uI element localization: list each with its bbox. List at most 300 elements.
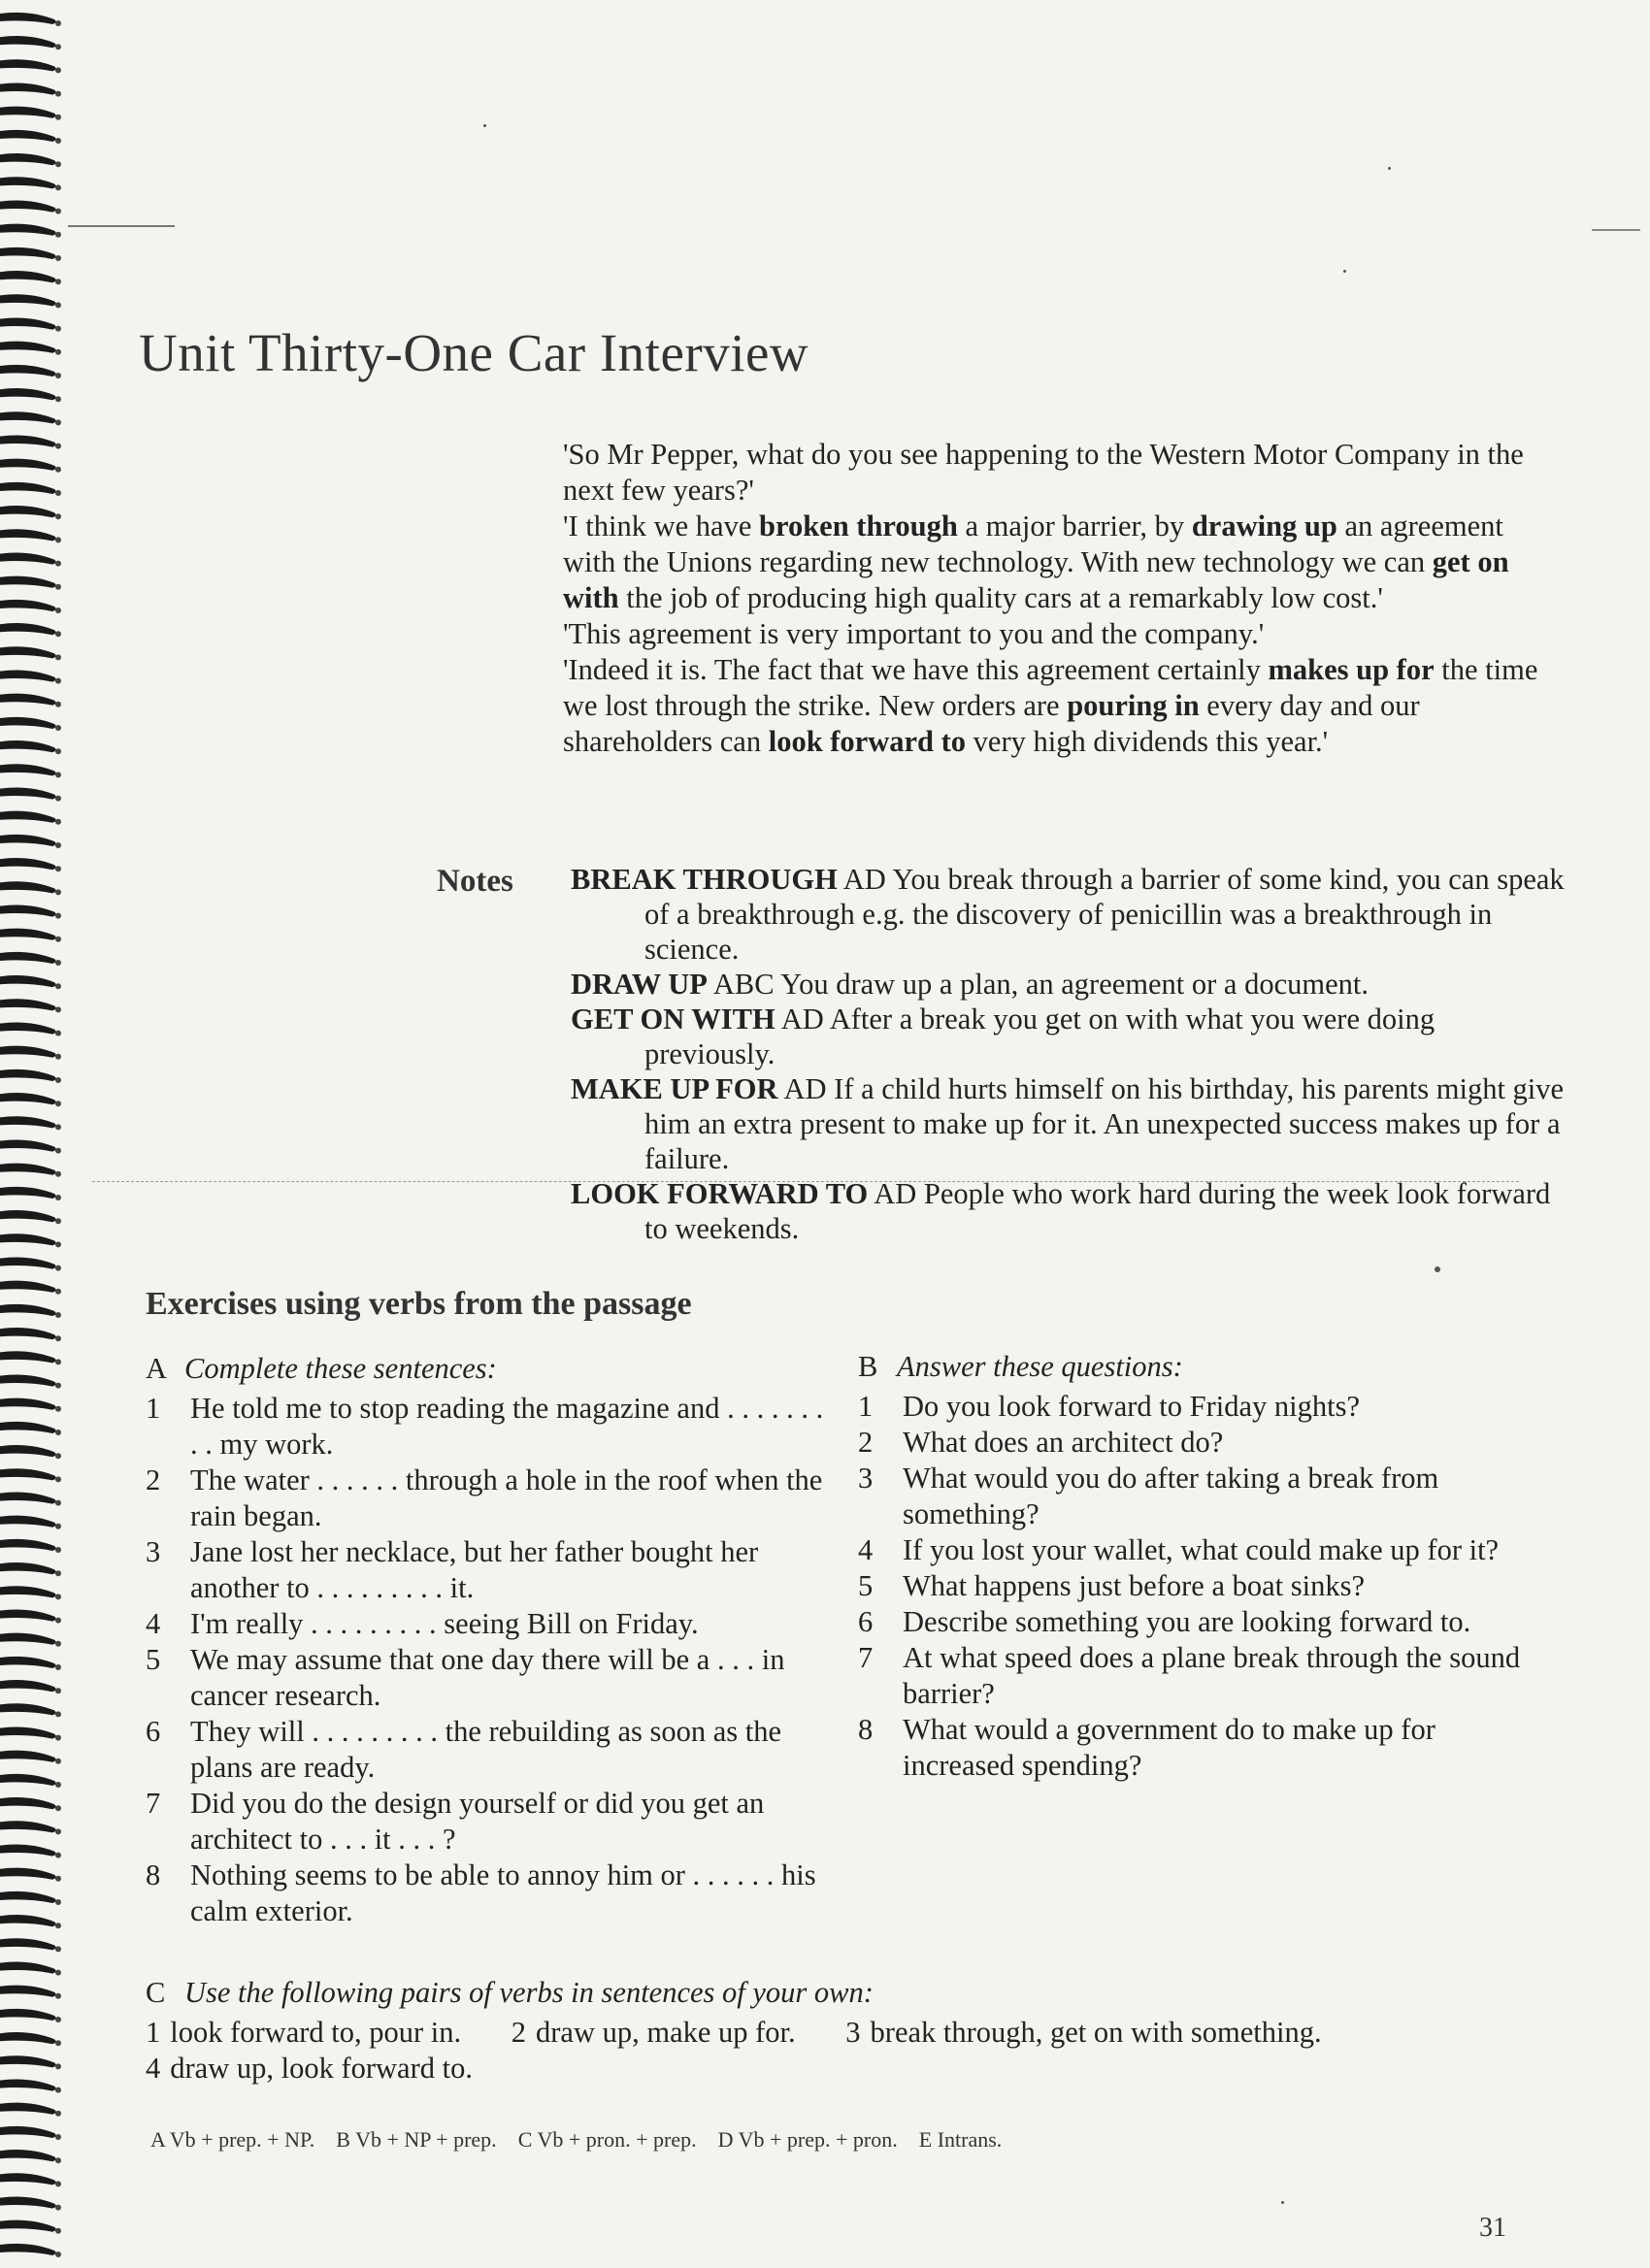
spiral-hole: [55, 2017, 61, 2022]
spiral-hole: [55, 490, 61, 496]
spiral-coil: [0, 1233, 56, 1245]
section-b-letter: B: [858, 1350, 878, 1383]
verb-pair: [146, 2016, 504, 2049]
spiral-coil: [0, 1492, 56, 1503]
section-a-item: [146, 1642, 825, 1714]
spiral-hole: [55, 2157, 61, 2163]
section-c-instruction: Use the following pairs of verbs in sentences of your own:: [184, 1976, 874, 2009]
spiral-coil: [0, 1586, 56, 1597]
note-code: AD: [842, 863, 886, 896]
spiral-hole: [55, 1241, 61, 1247]
pair-text: draw up, look forward to.: [170, 2052, 473, 2085]
section-c-pairs: [146, 2015, 1407, 2087]
legend-text: Vb + prep. + pron.: [738, 2127, 898, 2152]
spiral-hole: [55, 67, 61, 73]
passage-paragraph: [563, 652, 1553, 760]
passage-text: 'This agreement is very important to you and the company.': [563, 617, 1265, 650]
item-number: 3: [146, 1535, 161, 1568]
spiral-coil: [0, 835, 56, 846]
spiral-coil: [0, 317, 56, 329]
note-item: [571, 1176, 1570, 1246]
spiral-coil: [0, 1680, 56, 1692]
note-code: ABC: [712, 968, 775, 1001]
item-text: Nothing seems to be able to annoy him or . . . . . . his calm exterior.: [190, 1858, 816, 1927]
spiral-hole: [55, 1782, 61, 1788]
spiral-hole: [55, 937, 61, 942]
verb-pair: [146, 2052, 515, 2085]
spiral-coil: [0, 1281, 56, 1293]
spiral-coil: [0, 904, 56, 916]
spiral-hole: [55, 1335, 61, 1341]
passage-paragraph: [563, 616, 1553, 652]
spiral-hole: [55, 1101, 61, 1106]
section-a-item: [146, 1786, 825, 1857]
item-text: They will . . . . . . . . . the rebuilding as soon as the plans are ready.: [190, 1715, 782, 1784]
item-number: 4: [146, 1607, 161, 1640]
spiral-hole: [55, 1124, 61, 1130]
spiral-coil: [0, 1069, 56, 1081]
spiral-hole: [55, 1805, 61, 1811]
legend-text: Vb + prep. + NP.: [169, 2127, 315, 2152]
notes-label: Notes: [437, 864, 513, 899]
spiral-hole: [55, 1148, 61, 1154]
spiral-coil: [0, 881, 56, 893]
note-item: [571, 967, 1570, 1002]
spiral-coil: [0, 811, 56, 823]
grammar-legend: [150, 2127, 1023, 2153]
spiral-coil: [0, 1187, 56, 1199]
spiral-hole: [55, 2063, 61, 2069]
section-b-item: [858, 1532, 1537, 1568]
section-a-letter: A: [146, 1352, 168, 1385]
spiral-hole: [55, 1524, 61, 1529]
spiral-hole: [55, 1853, 61, 1858]
section-b: [858, 1349, 1537, 1784]
spiral-coil: [0, 1328, 56, 1339]
spiral-hole: [55, 1688, 61, 1693]
spiral-hole: [55, 1993, 61, 1999]
spiral-hole: [55, 1359, 61, 1364]
spiral-coil: [0, 1751, 56, 1762]
spiral-coil: [0, 1986, 56, 1997]
item-number: 7: [146, 1787, 161, 1820]
legend-key: D: [717, 2127, 734, 2152]
section-b-heading: [858, 1349, 1537, 1385]
note-text: You break through a barrier of some kind, you can speak of a breakthrough e.g. the discovery of penicillin was a breakthrough in science.: [644, 863, 1565, 966]
item-text: What does an architect do?: [903, 1426, 1224, 1459]
note-text: People who work hard during the week look forward to weekends.: [644, 1177, 1551, 1245]
page-number: 31: [1479, 2213, 1506, 2243]
spiral-coil: [0, 388, 56, 400]
spiral-hole: [55, 1006, 61, 1012]
spiral-coil: [0, 670, 56, 681]
note-term: GET ON WITH: [571, 1003, 776, 1035]
spiral-hole: [55, 302, 61, 308]
legend-key: E: [918, 2127, 933, 2152]
legend-key: C: [517, 2127, 533, 2152]
spiral-coil: [0, 1657, 56, 1668]
passage-text: a major barrier, by: [957, 509, 1192, 542]
spiral-hole: [55, 584, 61, 590]
spiral-hole: [55, 2181, 61, 2186]
pair-number: 1: [146, 2016, 161, 2049]
spiral-coil: [0, 1257, 56, 1268]
spiral-hole: [55, 1265, 61, 1271]
passage-text: every day and our shareholders can: [563, 689, 1420, 758]
spiral-hole: [55, 960, 61, 966]
passage-text: the time we lost through the strike. New orders are: [563, 653, 1538, 722]
item-text: Did you do the design yourself or did you get an architect to . . . it . . . ?: [190, 1787, 765, 1856]
spiral-coil: [0, 717, 56, 729]
spiral-coil: [0, 271, 56, 282]
phrasal-verb: pouring in: [1067, 689, 1200, 722]
item-number: 1: [858, 1390, 874, 1423]
pair-number: 3: [845, 2016, 861, 2049]
spiral-coil: [0, 858, 56, 870]
spiral-hole: [55, 2111, 61, 2117]
phrasal-verb: broken through: [759, 509, 958, 542]
spiral-coil: [0, 224, 56, 236]
item-text: Jane lost her necklace, but her father bought her another to . . . . . . . . . it.: [190, 1535, 759, 1604]
spiral-hole: [55, 419, 61, 425]
spiral-coil: [0, 200, 56, 212]
passage-text: 'I think we have: [563, 509, 759, 542]
spiral-hole: [55, 349, 61, 355]
spiral-hole: [55, 396, 61, 402]
item-number: 3: [858, 1462, 874, 1495]
item-text: Do you look forward to Friday nights?: [903, 1390, 1360, 1423]
spiral-hole: [55, 1031, 61, 1036]
spiral-hole: [55, 1077, 61, 1083]
spiral-hole: [55, 1054, 61, 1060]
spiral-coil: [0, 1609, 56, 1621]
spiral-hole: [55, 678, 61, 684]
spiral-coil: [0, 576, 56, 588]
spiral-coil: [0, 2150, 56, 2161]
spiral-coil: [0, 1891, 56, 1903]
item-text: What would a government do to make up for increased spending?: [903, 1713, 1436, 1782]
spiral-coil: [0, 1304, 56, 1316]
legend-entry: [718, 2127, 898, 2152]
spiral-coil: [0, 1844, 56, 1856]
pair-number: 2: [511, 2016, 526, 2049]
spiral-coil: [0, 2079, 56, 2090]
spiral-hole: [55, 20, 61, 26]
spiral-coil: [0, 130, 56, 142]
spiral-coil: [0, 1726, 56, 1738]
paper-speck: [1281, 2201, 1284, 2204]
spiral-coil: [0, 2126, 56, 2138]
pair-text: break through, get on with something.: [870, 2016, 1322, 2049]
spiral-coil: [0, 646, 56, 658]
spiral-hole: [55, 1876, 61, 1882]
spiral-hole: [55, 1923, 61, 1928]
spiral-coil: [0, 694, 56, 706]
item-text: He told me to stop reading the magazine and . . . . . . . . . my work.: [190, 1392, 824, 1461]
spiral-coil: [0, 294, 56, 306]
spiral-coil: [0, 787, 56, 799]
spiral-coil: [0, 82, 56, 94]
section-a-heading: [146, 1351, 825, 1387]
section-a-items: [146, 1391, 825, 1929]
spiral-coil: [0, 929, 56, 940]
section-a-item: [146, 1857, 825, 1929]
spiral-hole: [55, 255, 61, 261]
legend-entry: [336, 2127, 496, 2152]
spiral-hole: [55, 444, 61, 449]
passage-text: 'So Mr Pepper, what do you see happening to the Western Motor Company in the next few years?': [563, 438, 1524, 507]
spiral-hole: [55, 1430, 61, 1435]
note-text: You draw up a plan, an agreement or a document.: [780, 968, 1369, 1001]
section-a-item: [146, 1534, 825, 1606]
spiral-coil: [0, 1633, 56, 1645]
spiral-coil: [0, 1539, 56, 1551]
passage-paragraph: [563, 509, 1553, 616]
legend-text: Intrans.: [937, 2127, 1003, 2152]
spiral-coil: [0, 2244, 56, 2255]
legend-entry: [919, 2127, 1003, 2152]
exercises-title: Exercises using verbs from the passage: [146, 1286, 692, 1322]
verb-pair: [845, 2016, 1364, 2049]
spiral-coil: [0, 2103, 56, 2115]
section-b-item: [858, 1568, 1537, 1604]
spiral-coil: [0, 342, 56, 353]
spiral-coil: [0, 1139, 56, 1151]
spiral-hole: [55, 161, 61, 167]
header-rule-right: [1592, 229, 1640, 231]
section-b-item: [858, 1389, 1537, 1425]
spiral-hole: [55, 513, 61, 519]
spiral-coil: [0, 459, 56, 471]
spiral-hole: [55, 748, 61, 754]
spiral-hole: [55, 1946, 61, 1952]
spiral-coil: [0, 1022, 56, 1034]
legend-text: Vb + pron. + prep.: [537, 2127, 697, 2152]
passage-text: 'Indeed it is. The fact that we have this agreement certainly: [563, 653, 1269, 686]
section-b-items: [858, 1389, 1537, 1784]
spiral-hole: [55, 1171, 61, 1177]
unit-title: Unit Thirty-One Car Interview: [139, 323, 809, 382]
spiral-hole: [55, 138, 61, 144]
item-text: At what speed does a plane break through the sound barrier?: [903, 1641, 1521, 1710]
pair-text: look forward to, pour in.: [170, 2016, 462, 2049]
spiral-coil: [0, 1374, 56, 1386]
spiral-hole: [55, 842, 61, 848]
legend-entry: [150, 2127, 314, 2152]
spiral-hole: [55, 1289, 61, 1295]
spiral-coil: [0, 552, 56, 564]
note-text: If a child hurts himself on his birthday, his parents might give him an extra present to make up for it. An unexpected success makes up for a failure.: [644, 1072, 1565, 1175]
spiral-coil: [0, 1821, 56, 1832]
section-b-item: [858, 1712, 1537, 1784]
spiral-hole: [55, 1312, 61, 1318]
spiral-hole: [55, 1735, 61, 1741]
spiral-coil: [0, 1093, 56, 1104]
spiral-coil: [0, 411, 56, 423]
spiral-hole: [55, 702, 61, 707]
spiral-hole: [55, 1218, 61, 1224]
spiral-hole: [55, 631, 61, 637]
spiral-coil: [0, 13, 56, 24]
spiral-hole: [55, 1618, 61, 1624]
spiral-hole: [55, 725, 61, 731]
pair-number: 4: [146, 2052, 161, 2085]
phrasal-verb: drawing up: [1191, 509, 1337, 542]
section-b-instruction: Answer these questions:: [897, 1350, 1183, 1383]
passage-text: the job of producing high quality cars at a remarkably low cost.': [618, 581, 1383, 614]
note-item: [571, 1071, 1570, 1176]
spiral-hole: [55, 1195, 61, 1200]
note-item: [571, 862, 1570, 967]
spiral-hole: [55, 467, 61, 473]
spiral-coil: [0, 1703, 56, 1715]
spiral-coil: [0, 1562, 56, 1574]
spiral-coil: [0, 1516, 56, 1528]
item-number: 5: [146, 1643, 161, 1676]
spiral-coil: [0, 529, 56, 541]
spiral-hole: [55, 654, 61, 660]
spiral-hole: [55, 1476, 61, 1482]
spiral-hole: [55, 983, 61, 989]
section-b-item: [858, 1604, 1537, 1640]
item-number: 6: [858, 1605, 874, 1638]
spiral-coil: [0, 247, 56, 259]
spiral-coil: [0, 740, 56, 752]
spiral-coil: [0, 952, 56, 964]
note-code: AD: [783, 1072, 827, 1105]
spiral-hole: [55, 889, 61, 895]
spiral-hole: [55, 2252, 61, 2257]
item-text: The water . . . . . . through a hole in the roof when the rain began.: [190, 1463, 823, 1532]
section-b-item: [858, 1425, 1537, 1461]
item-number: 7: [858, 1641, 874, 1674]
spiral-hole: [55, 796, 61, 802]
spiral-coil: [0, 1046, 56, 1058]
item-number: 2: [858, 1426, 874, 1459]
paper-speck: [1343, 270, 1346, 273]
spiral-coil: [0, 2220, 56, 2232]
passage-paragraph: [563, 437, 1553, 509]
spiral-hole: [55, 209, 61, 214]
spiral-coil: [0, 59, 56, 71]
spiral-coil: [0, 177, 56, 188]
item-text: I'm really . . . . . . . . . seeing Bill on Friday.: [190, 1607, 699, 1640]
spiral-hole: [55, 2087, 61, 2093]
section-a-item: [146, 1391, 825, 1463]
section-a-instruction: Complete these sentences:: [184, 1352, 497, 1385]
spiral-hole: [55, 2134, 61, 2140]
note-item: [571, 1002, 1570, 1071]
spiral-hole: [55, 561, 61, 567]
passage-text: an agreement with the Unions regarding new technology. With new technology we can: [563, 509, 1503, 578]
pair-text: draw up, make up for.: [536, 2016, 796, 2049]
section-c-letter: C: [146, 1976, 166, 2009]
spiral-hole: [55, 1383, 61, 1389]
item-number: 6: [146, 1715, 161, 1748]
legend-key: A: [150, 2127, 165, 2152]
paper-speck: [1388, 167, 1391, 170]
spiral-hole: [55, 866, 61, 871]
notes-list: [571, 862, 1570, 1246]
spiral-coil: [0, 365, 56, 377]
interview-passage: [563, 437, 1553, 760]
spiral-hole: [55, 537, 61, 542]
spiral-coil: [0, 975, 56, 987]
section-a-item: [146, 1606, 825, 1642]
spiral-coil: [0, 1164, 56, 1175]
legend-text: Vb + NP + prep.: [355, 2127, 497, 2152]
spiral-hole: [55, 1899, 61, 1905]
spiral-hole: [55, 772, 61, 777]
item-text: We may assume that one day there will be a . . . in cancer research.: [190, 1643, 785, 1712]
spiral-coil: [0, 1468, 56, 1480]
spiral-coil: [0, 600, 56, 611]
spiral-coil: [0, 1351, 56, 1363]
spiral-hole: [55, 91, 61, 97]
spiral-hole: [55, 44, 61, 49]
item-text: If you lost your wallet, what could make up for it?: [903, 1533, 1500, 1566]
spiral-hole: [55, 1664, 61, 1670]
spiral-hole: [55, 1711, 61, 1717]
phrasal-verb: makes up for: [1268, 653, 1435, 686]
spiral-coil: [0, 153, 56, 165]
item-text: What would you do after taking a break from something?: [903, 1462, 1439, 1530]
legend-key: B: [336, 2127, 350, 2152]
spiral-hole: [55, 2228, 61, 2234]
note-term: BREAK THROUGH: [571, 863, 838, 896]
spiral-hole: [55, 1547, 61, 1553]
section-c-heading: [146, 1975, 1407, 2011]
spiral-coil: [0, 1210, 56, 1222]
spiral-coil: [0, 1868, 56, 1880]
paper-speck: [1435, 1266, 1440, 1272]
spiral-hole: [55, 1759, 61, 1764]
item-number: 8: [858, 1713, 874, 1746]
spiral-hole: [55, 2040, 61, 2046]
spiral-coil: [0, 2055, 56, 2067]
phrasal-verb: get on with: [563, 545, 1509, 614]
spiral-hole: [55, 1594, 61, 1599]
item-number: 4: [858, 1533, 874, 1566]
section-b-item: [858, 1640, 1537, 1712]
spiral-coil: [0, 623, 56, 635]
spiral-coil: [0, 764, 56, 775]
spiral-coil: [0, 506, 56, 517]
spiral-coil: [0, 482, 56, 494]
passage-text: very high dividends this year.': [966, 725, 1329, 758]
spiral-coil: [0, 1938, 56, 1950]
item-number: 5: [858, 1569, 874, 1602]
spiral-coil: [0, 2196, 56, 2208]
spiral-coil: [0, 1797, 56, 1809]
item-number: 2: [146, 1463, 161, 1496]
header-rule: [68, 225, 175, 227]
note-term: MAKE UP FOR: [571, 1072, 778, 1105]
spiral-hole: [55, 1570, 61, 1576]
paper-speck: [483, 124, 486, 127]
spiral-coil: [0, 2009, 56, 2021]
spiral-binding: [0, 0, 68, 2268]
spiral-coil: [0, 1116, 56, 1128]
spiral-coil: [0, 1961, 56, 1973]
spiral-coil: [0, 36, 56, 48]
spiral-hole: [55, 1970, 61, 1976]
section-a-item: [146, 1714, 825, 1786]
spiral-hole: [55, 184, 61, 190]
spiral-coil: [0, 435, 56, 446]
spiral-coil: [0, 107, 56, 118]
spiral-hole: [55, 1641, 61, 1647]
